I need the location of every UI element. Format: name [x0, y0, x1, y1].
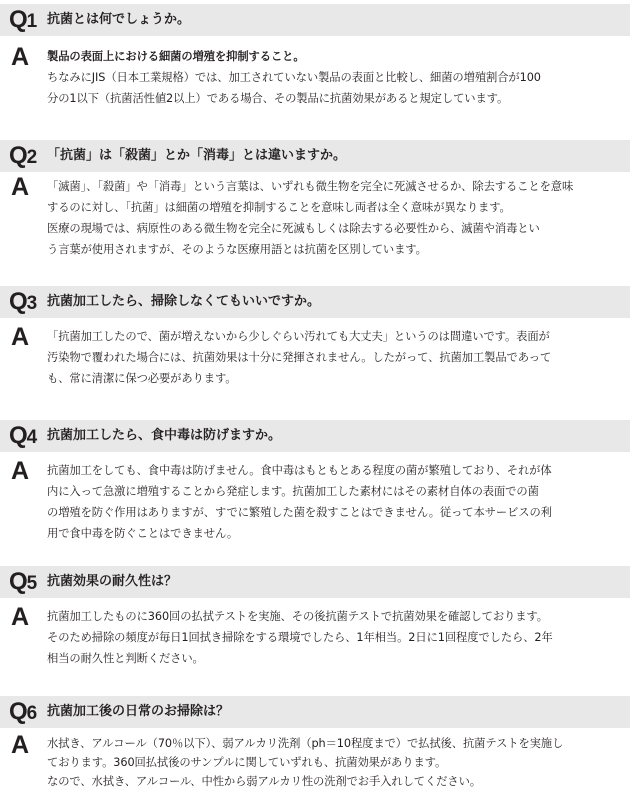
answer-text — [47, 460, 621, 544]
answer-line: ちなみにJIS（日本工業規格）では、加工されていない製品の表面と比較し、細菌の増殖割合が100 — [47, 71, 541, 84]
question-text: 抗菌加工したら、掃除しなくてもいいですか。 — [47, 294, 321, 309]
answer-label: A — [11, 323, 30, 351]
question-text: 抗菌とは何でしょうか。 — [47, 12, 191, 27]
question-label: Q1 — [9, 6, 38, 33]
answer-line: う言葉が使用されますが、そのような医療用語とは抗菌を区別しています。 — [47, 243, 427, 256]
answer-label: A — [11, 43, 30, 71]
answer-text — [47, 176, 621, 260]
answer-line: 内に入って急激に増殖することから発症します。抗菌加工した素材にはその素材自体の表面での菌 — [47, 485, 539, 498]
answer-line: も、常に清潔に保つ必要があります。 — [47, 372, 237, 385]
question-label: Q6 — [9, 698, 38, 725]
answer-line: そのため掃除の頻度が毎日1回拭き掃除をする環境でしたら、1年相当。2日に1回程度でしたら、2年 — [47, 631, 553, 644]
answer-line: の増殖を防ぐ作用はありますが、すでに繁殖した菌を殺すことはできません。従って本サービスの利 — [47, 506, 552, 519]
answer-line: 医療の現場では、病原性のある微生物を完全に死滅もしくは除去する必要性から、滅菌や消毒とい — [47, 222, 540, 235]
answer-line: 用で食中毒を防ぐことはできません。 — [47, 527, 239, 540]
question-text: 「抗菌」は「殺菌」とか「消毒」とは違いますか。 — [47, 148, 347, 163]
answer-line: 相当の耐久性と判断ください。 — [47, 652, 204, 665]
answer-label: A — [11, 731, 30, 759]
question-label: Q2 — [9, 142, 38, 169]
answer-line: 汚染物で覆われた場合には、抗菌効果は十分に発揮されません。したがって、抗菌加工製品であって — [47, 351, 552, 364]
answer-text — [47, 326, 621, 389]
question-label: Q4 — [9, 422, 38, 449]
answer-text — [47, 734, 621, 791]
answer-line: 抗菌加工したものに360回の払拭テストを実施、その後抗菌テストで抗菌効果を確認しております。 — [47, 610, 548, 623]
question-text: 抗菌加工後の日常のお掃除は？ — [47, 704, 230, 719]
answer-line: ております。360回払拭後のサンプルに関していずれも、抗菌効果があります。 — [47, 756, 447, 769]
question-label: Q3 — [9, 288, 38, 315]
answer-line: なので、水拭き、アルコール、中性から弱アルカリ性の洗剤でお手入れしてください。 — [47, 775, 481, 788]
question-text: 抗菌加工したら、食中毒は防げますか。 — [47, 428, 282, 443]
question-text: 抗菌効果の耐久性は？ — [47, 574, 178, 589]
answer-line: 製品の表面上における細菌の増殖を抑制すること。 — [47, 50, 305, 63]
answer-label: A — [11, 173, 30, 201]
answer-line: 「抗菌加工したので、菌が増えないから少しぐらい汚れても大丈夫」というのは間違いです。表面が — [47, 330, 550, 343]
answer-line: 分の1以下（抗菌活性値2以上）である場合、その製品に抗菌効果があると規定しています。 — [47, 92, 509, 105]
answer-line: 「滅菌」、「殺菌」や「消毒」という言葉は、いずれも微生物を完全に死滅させるか、除去することを意味 — [47, 180, 574, 193]
answer-line: 水拭き、アルコール（70％以下）、弱アルカリ洗剤（ph＝10程度まで）で払拭後、抗菌テストを実施し — [47, 737, 564, 750]
answer-text — [47, 46, 621, 109]
answer-line: 抗菌加工をしても、食中毒は防げません。食中毒はもともとある程度の菌が繁殖しており、それが体 — [47, 464, 552, 477]
answer-label: A — [11, 457, 30, 485]
answer-text — [47, 606, 621, 669]
answer-line: するのに対し、「抗菌」は細菌の増殖を抑制することを意味し両者は全く意味が異なります。 — [47, 201, 511, 214]
answer-label: A — [11, 603, 30, 631]
question-label: Q5 — [9, 568, 38, 595]
